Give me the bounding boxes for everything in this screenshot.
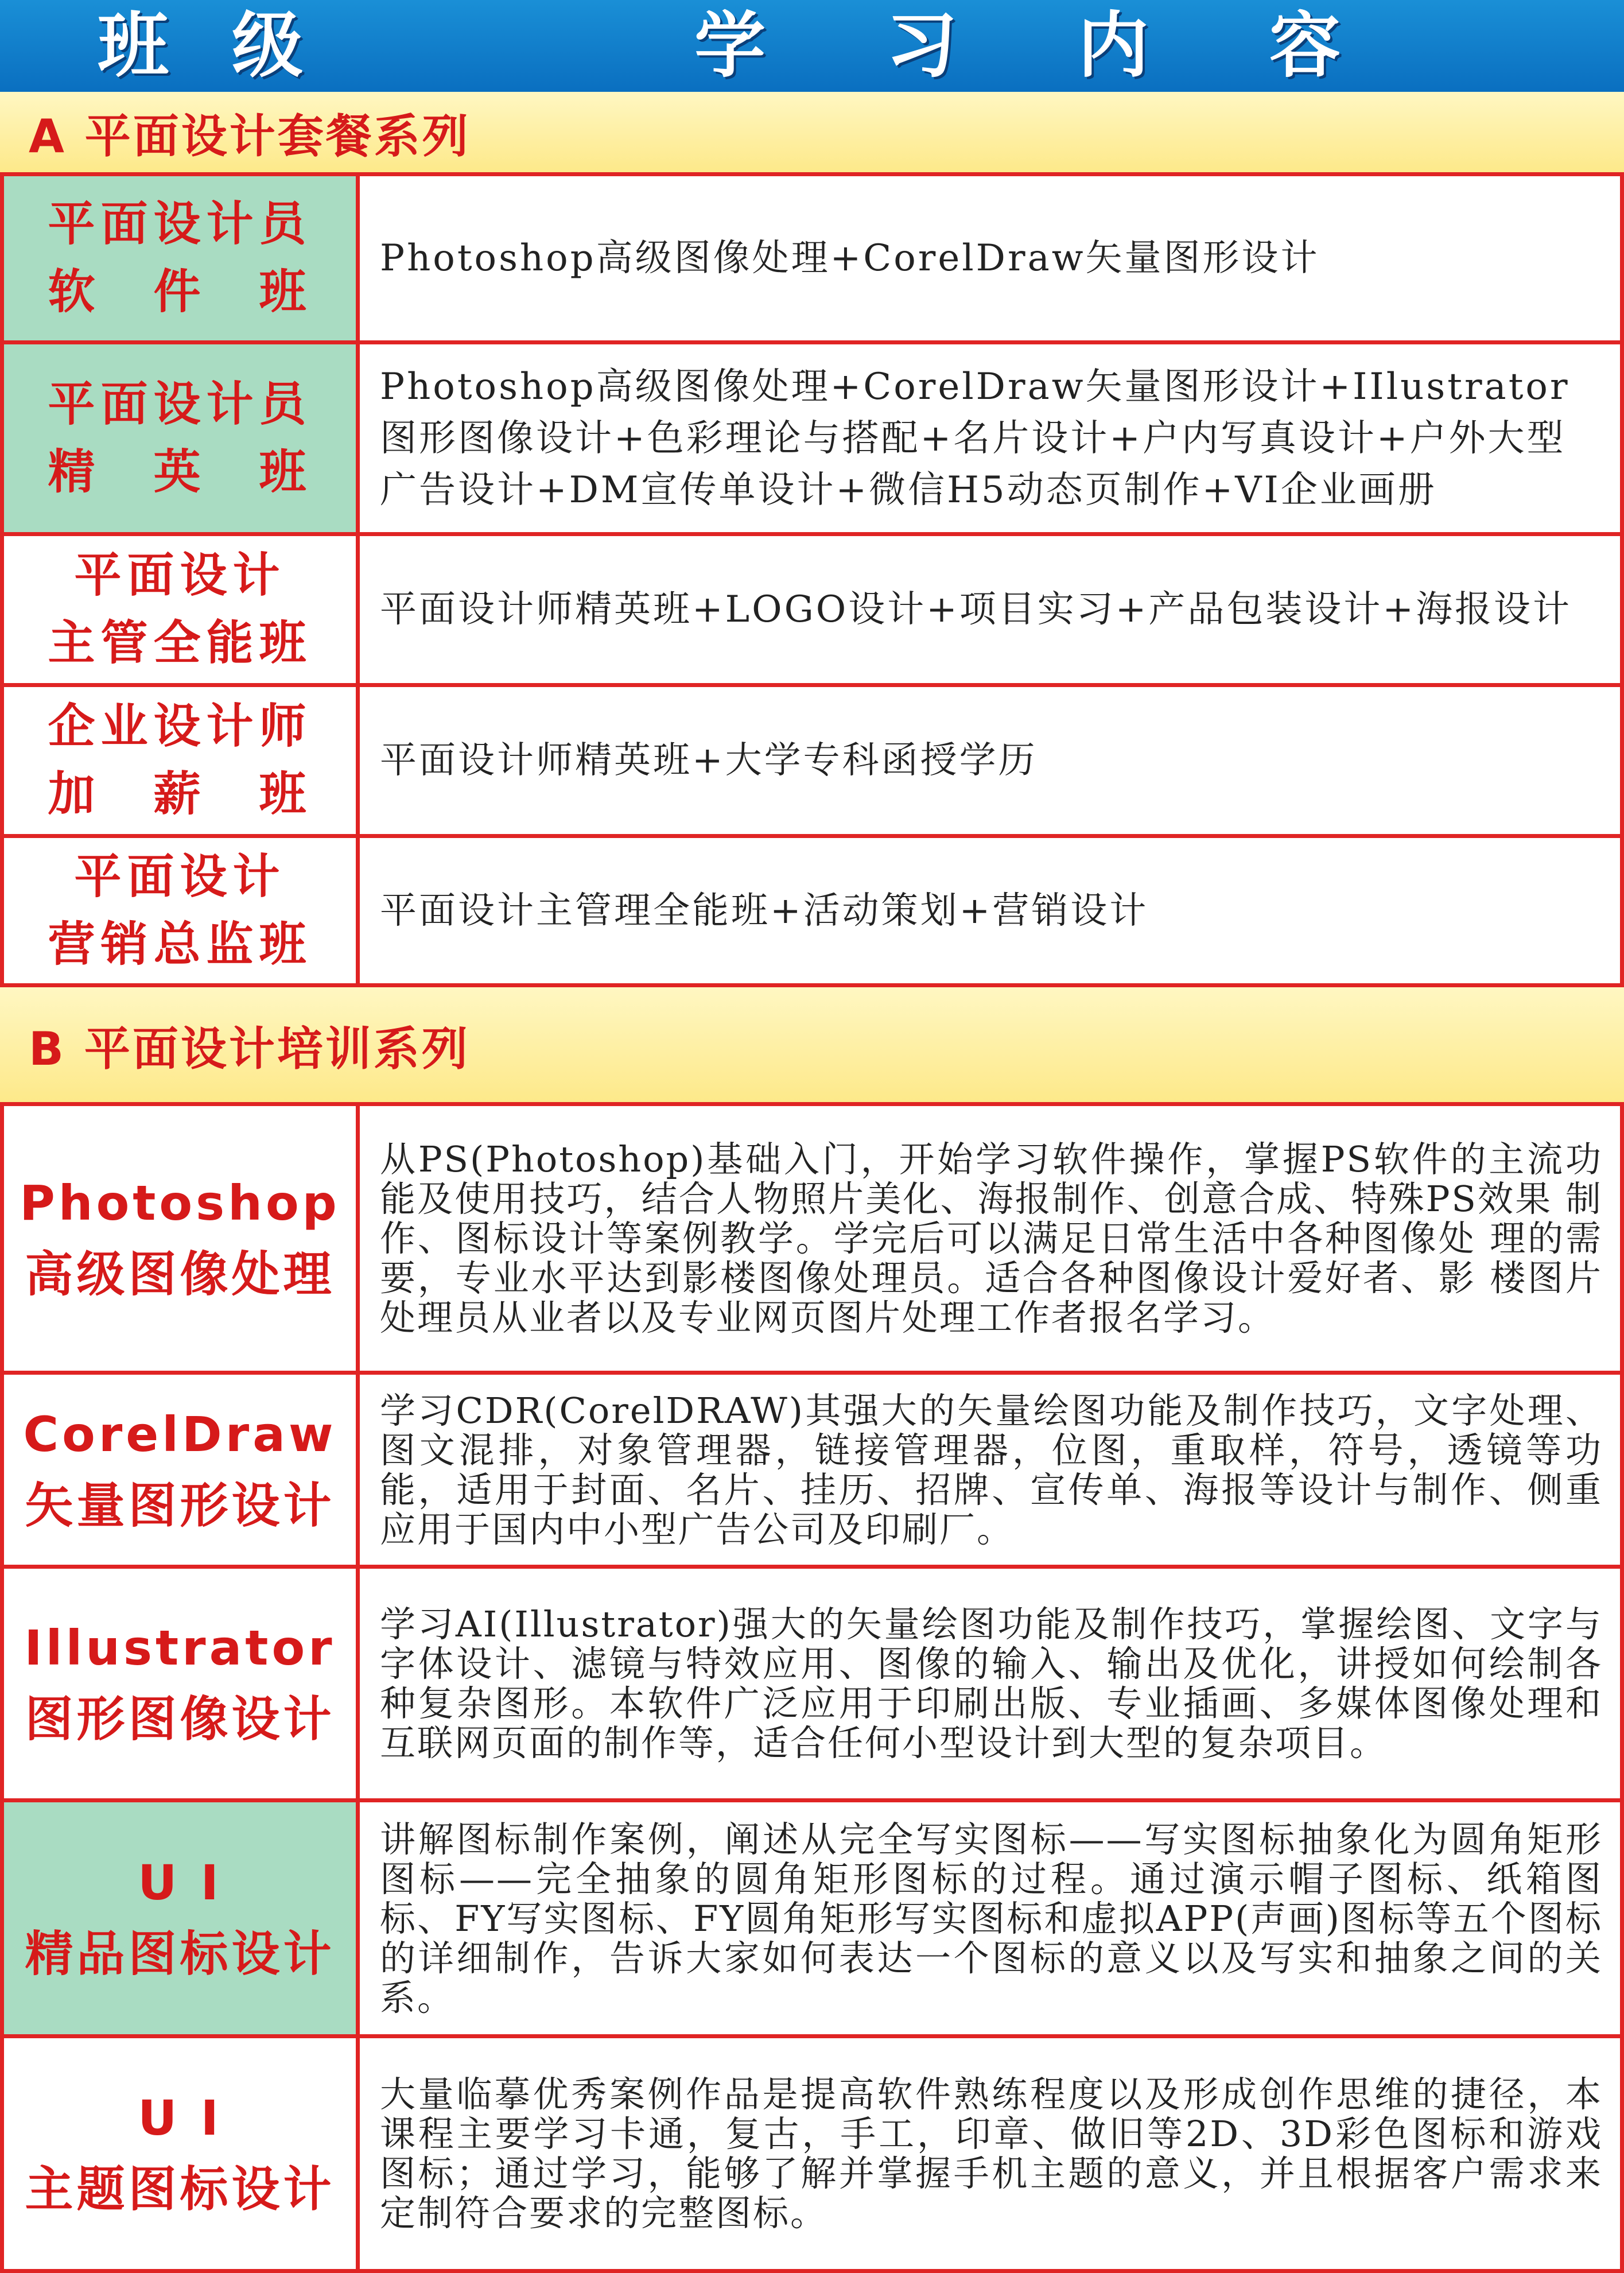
course-name-line: 主题图标设计 xyxy=(25,2161,335,2217)
course-name-line: Photoshop xyxy=(20,1174,340,1231)
course-name-line: 平面设计 xyxy=(74,548,286,603)
course-description-text: 平面设计师精英班+大学专科函授学历 xyxy=(380,739,1038,782)
course-description xyxy=(380,1802,1603,2034)
course-description-text: Photoshop高级图像处理+CorelDraw矢量图形设计+IIlustrator图形图像设计+色彩理论与搭配+名片设计+户内写真设计+户外大型广告设计+DM宣传单设计+微信H5动态页制作+VI企业画册 xyxy=(380,365,1570,511)
course-name xyxy=(4,1375,360,1565)
course-row xyxy=(0,683,1624,838)
course-row xyxy=(0,172,1624,344)
course-name xyxy=(4,1802,360,2034)
section-a-banner xyxy=(0,92,1624,172)
course-description-text: 平面设计师精英班+LOGO设计+项目实习+产品包装设计+海报设计 xyxy=(380,588,1572,631)
course-description xyxy=(380,536,1603,683)
course-description-text: 学习CDR(CorelDRAW)其强大的矢量绘图功能及制作技巧，文字处理、图文混排，对象管理器，链接管理器，位图，重取样，符号，透镜等功能，适用于封面、名片、挂历、招牌、宣传单、海报等设计与制作、侧重应用于国内中小型广告公司及印刷厂。 xyxy=(380,1389,1603,1550)
course-row xyxy=(0,1102,1624,1375)
header-content-label: 学习内容 xyxy=(694,5,1462,87)
course-row xyxy=(0,2034,1624,2273)
course-row xyxy=(0,834,1624,987)
course-name xyxy=(4,2038,360,2269)
course-description xyxy=(380,1375,1603,1565)
course-description-text: 学习AI(Illustrator)强大的矢量绘图功能及制作技巧，掌握绘图、文字与字体设计、滤镜与特效应用、图像的输入、输出及优化，讲授如何绘制各种复杂图形。本软件广泛应用于印刷出版、专业插画、多媒体图像处理和互联网页面的制作等，适合任何小型设计到大型的复杂项目。 xyxy=(380,1603,1603,1764)
course-name xyxy=(4,536,360,683)
course-description xyxy=(380,1106,1603,1371)
course-name-line: 高级图像处理 xyxy=(25,1246,335,1302)
course-name xyxy=(4,687,360,834)
course-name xyxy=(4,344,360,532)
course-name xyxy=(4,1569,360,1798)
course-name-line: 图形图像设计 xyxy=(25,1691,335,1747)
course-name-line: U I xyxy=(138,1855,222,1911)
course-description xyxy=(380,687,1603,834)
course-name-line: 精品图标设计 xyxy=(25,1926,335,1982)
course-name-line: 平面设计员 xyxy=(48,377,312,432)
course-name-line: U I xyxy=(138,2090,222,2146)
course-name-line: 企业设计师 xyxy=(48,699,312,754)
course-name-line: 矢量图形设计 xyxy=(25,1477,335,1534)
course-row xyxy=(0,532,1624,687)
course-description xyxy=(380,838,1603,983)
section-b-title: B 平面设计培训系列 xyxy=(29,1022,470,1076)
course-description xyxy=(380,1569,1603,1798)
course-name-line: 平面设计 xyxy=(74,849,286,904)
course-name-line: 营销总监班 xyxy=(48,917,312,972)
course-description xyxy=(380,344,1603,532)
course-name xyxy=(4,176,360,340)
course-name-line: 加 薪 班 xyxy=(48,767,312,821)
course-name xyxy=(4,838,360,983)
course-name-line: 主管全能班 xyxy=(48,616,312,670)
course-description-text: 从PS(Photoshop)基础入门，开始学习软件操作，掌握PS软件的主流功能及使用技巧，结合人物照片美化、海报制作、创意合成、特殊PS效果 制作、图标设计等案例教学。学完后可以满足日常生活中各种图像处 理的需 要，专业水平达到影楼图像处理员。适合各种图像设计爱好者、影 楼图片 处理员从业者以及专业网页图片处理工作者报名学习。 xyxy=(380,1138,1603,1339)
course-description-text: 平面设计主管理全能班+活动策划+营销设计 xyxy=(380,889,1149,932)
course-name-line: 精 英 班 xyxy=(48,444,312,499)
table-header xyxy=(0,0,1624,92)
course-row xyxy=(0,1371,1624,1569)
course-description-text: 大量临摹优秀案例作品是提高软件熟练程度以及形成创作思维的捷径，本课程主要学习卡通，复古，手工，印章、做旧等2D、3D彩色图标和游戏图标；通过学习，能够了解并掌握手机主题的意义，并且根据客户需求来定制符合要求的完整图标。 xyxy=(380,2073,1603,2234)
header-class-label: 班级 xyxy=(98,5,367,87)
course-description-text: Photoshop高级图像处理+CorelDraw矢量图形设计 xyxy=(380,237,1320,280)
course-row xyxy=(0,340,1624,536)
course-name-line: 软 件 班 xyxy=(48,265,312,319)
course-name-line: 平面设计员 xyxy=(48,197,312,251)
course-row xyxy=(0,1565,1624,1802)
course-description-text: 讲解图标制作案例，阐述从完全写实图标——写实图标抽象化为圆角矩形图标——完全抽象的圆角矩形图标的过程。通过演示帽子图标、纸箱图标、FY写实图标、FY圆角矩形写实图标和虚拟APP(声画)图标等五个图标的详细制作，告诉大家如何表达一个图标的意义以及写实和抽象之间的关系。 xyxy=(380,1818,1603,2019)
course-description xyxy=(380,176,1603,340)
course-row xyxy=(0,1798,1624,2038)
course-name xyxy=(4,1106,360,1371)
section-a-title: A 平面设计套餐系列 xyxy=(29,109,471,163)
course-description xyxy=(380,2038,1603,2269)
course-name-line: Illustrator xyxy=(24,1620,336,1676)
course-name-line: CorelDraw xyxy=(23,1406,337,1463)
section-b-banner xyxy=(0,987,1624,1102)
